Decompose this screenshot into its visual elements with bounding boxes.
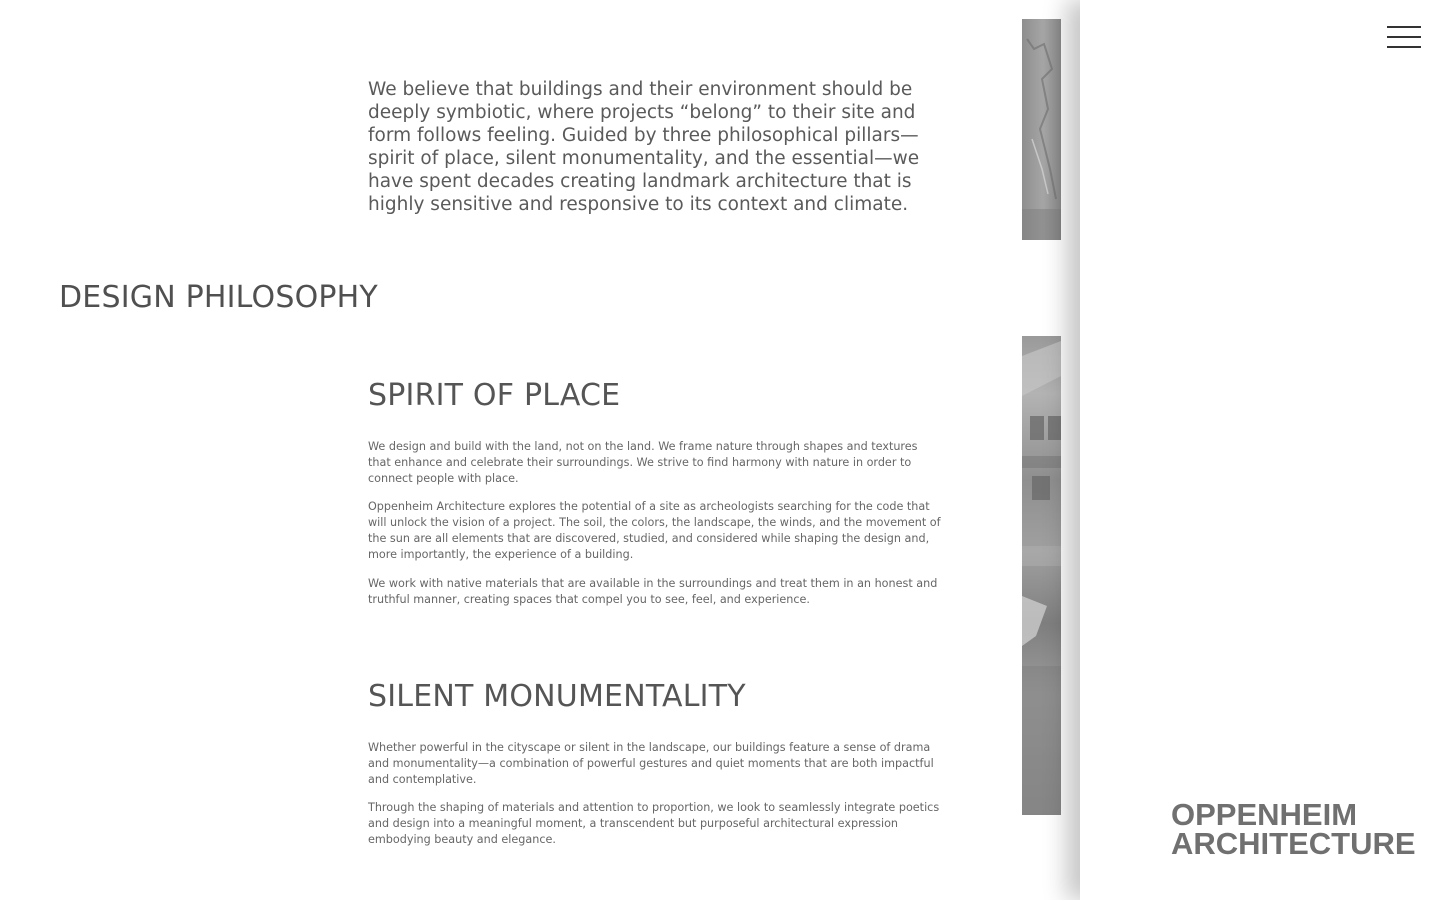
- project-image-strip: [1022, 0, 1080, 900]
- menu-line: [1387, 26, 1421, 28]
- project-photo-top[interactable]: [1022, 19, 1061, 240]
- spirit-of-place-paragraph: We design and build with the land, not on the land. We frame nature through shapes and textures that enhance and celebrate their surroundings. We strive to find harmony with nature in order to connect people with place.: [368, 440, 918, 485]
- menu-line: [1387, 36, 1421, 38]
- logo[interactable]: [1171, 797, 1416, 861]
- silent-monumentality-paragraph: Whether powerful in the cityscape or silent in the landscape, our buildings feature a sense of drama and monumentality—a combination of powerful gestures and quiet moments that are both impactful and contemplative.: [368, 741, 934, 786]
- hamburger-menu-icon[interactable]: [1387, 26, 1421, 48]
- silent-monumentality-paragraph: Through the shaping of materials and attention to proportion, we look to seamlessly integrate poetics and design into a meaningful moment, a transcendent but purposeful architectural expression embodying beauty and elegance.: [368, 801, 940, 846]
- pillar-heading-silent-monumentality: SILENT MONUMENTALITY: [368, 679, 746, 714]
- menu-line: [1387, 46, 1421, 48]
- intro-paragraph: We believe that buildings and their environment should be deeply symbiotic, where projects “belong” to their site and form follows feeling. Guided by three philosophical pillars—spirit of place, silent monumentality, and the essential—we have spent decades creating landmark architecture that is highly sensitive and responsive to its context and climate.: [368, 79, 920, 215]
- logo-line: ARCHITECTURE: [1171, 826, 1416, 861]
- project-photo-bottom[interactable]: [1022, 336, 1061, 815]
- logo-line: OPPENHEIM: [1171, 797, 1358, 832]
- right-panel: [1080, 0, 1440, 900]
- spirit-of-place-paragraph: We work with native materials that are available in the surroundings and treat them in an honest and truthful manner, creating spaces that compel you to see, feel, and experience.: [368, 577, 938, 606]
- pillar-heading-spirit-of-place: SPIRIT OF PLACE: [368, 378, 621, 413]
- section-title: DESIGN PHILOSOPHY: [59, 280, 378, 315]
- spirit-of-place-paragraph: Oppenheim Architecture explores the potential of a site as archeologists searching for the code that will unlock the vision of a project. The soil, the colors, the landscape, the winds, and the movement of the sun are all elements that are discovered, studied, and considered while shaping the design and, more importantly, the experience of a building.: [368, 500, 941, 561]
